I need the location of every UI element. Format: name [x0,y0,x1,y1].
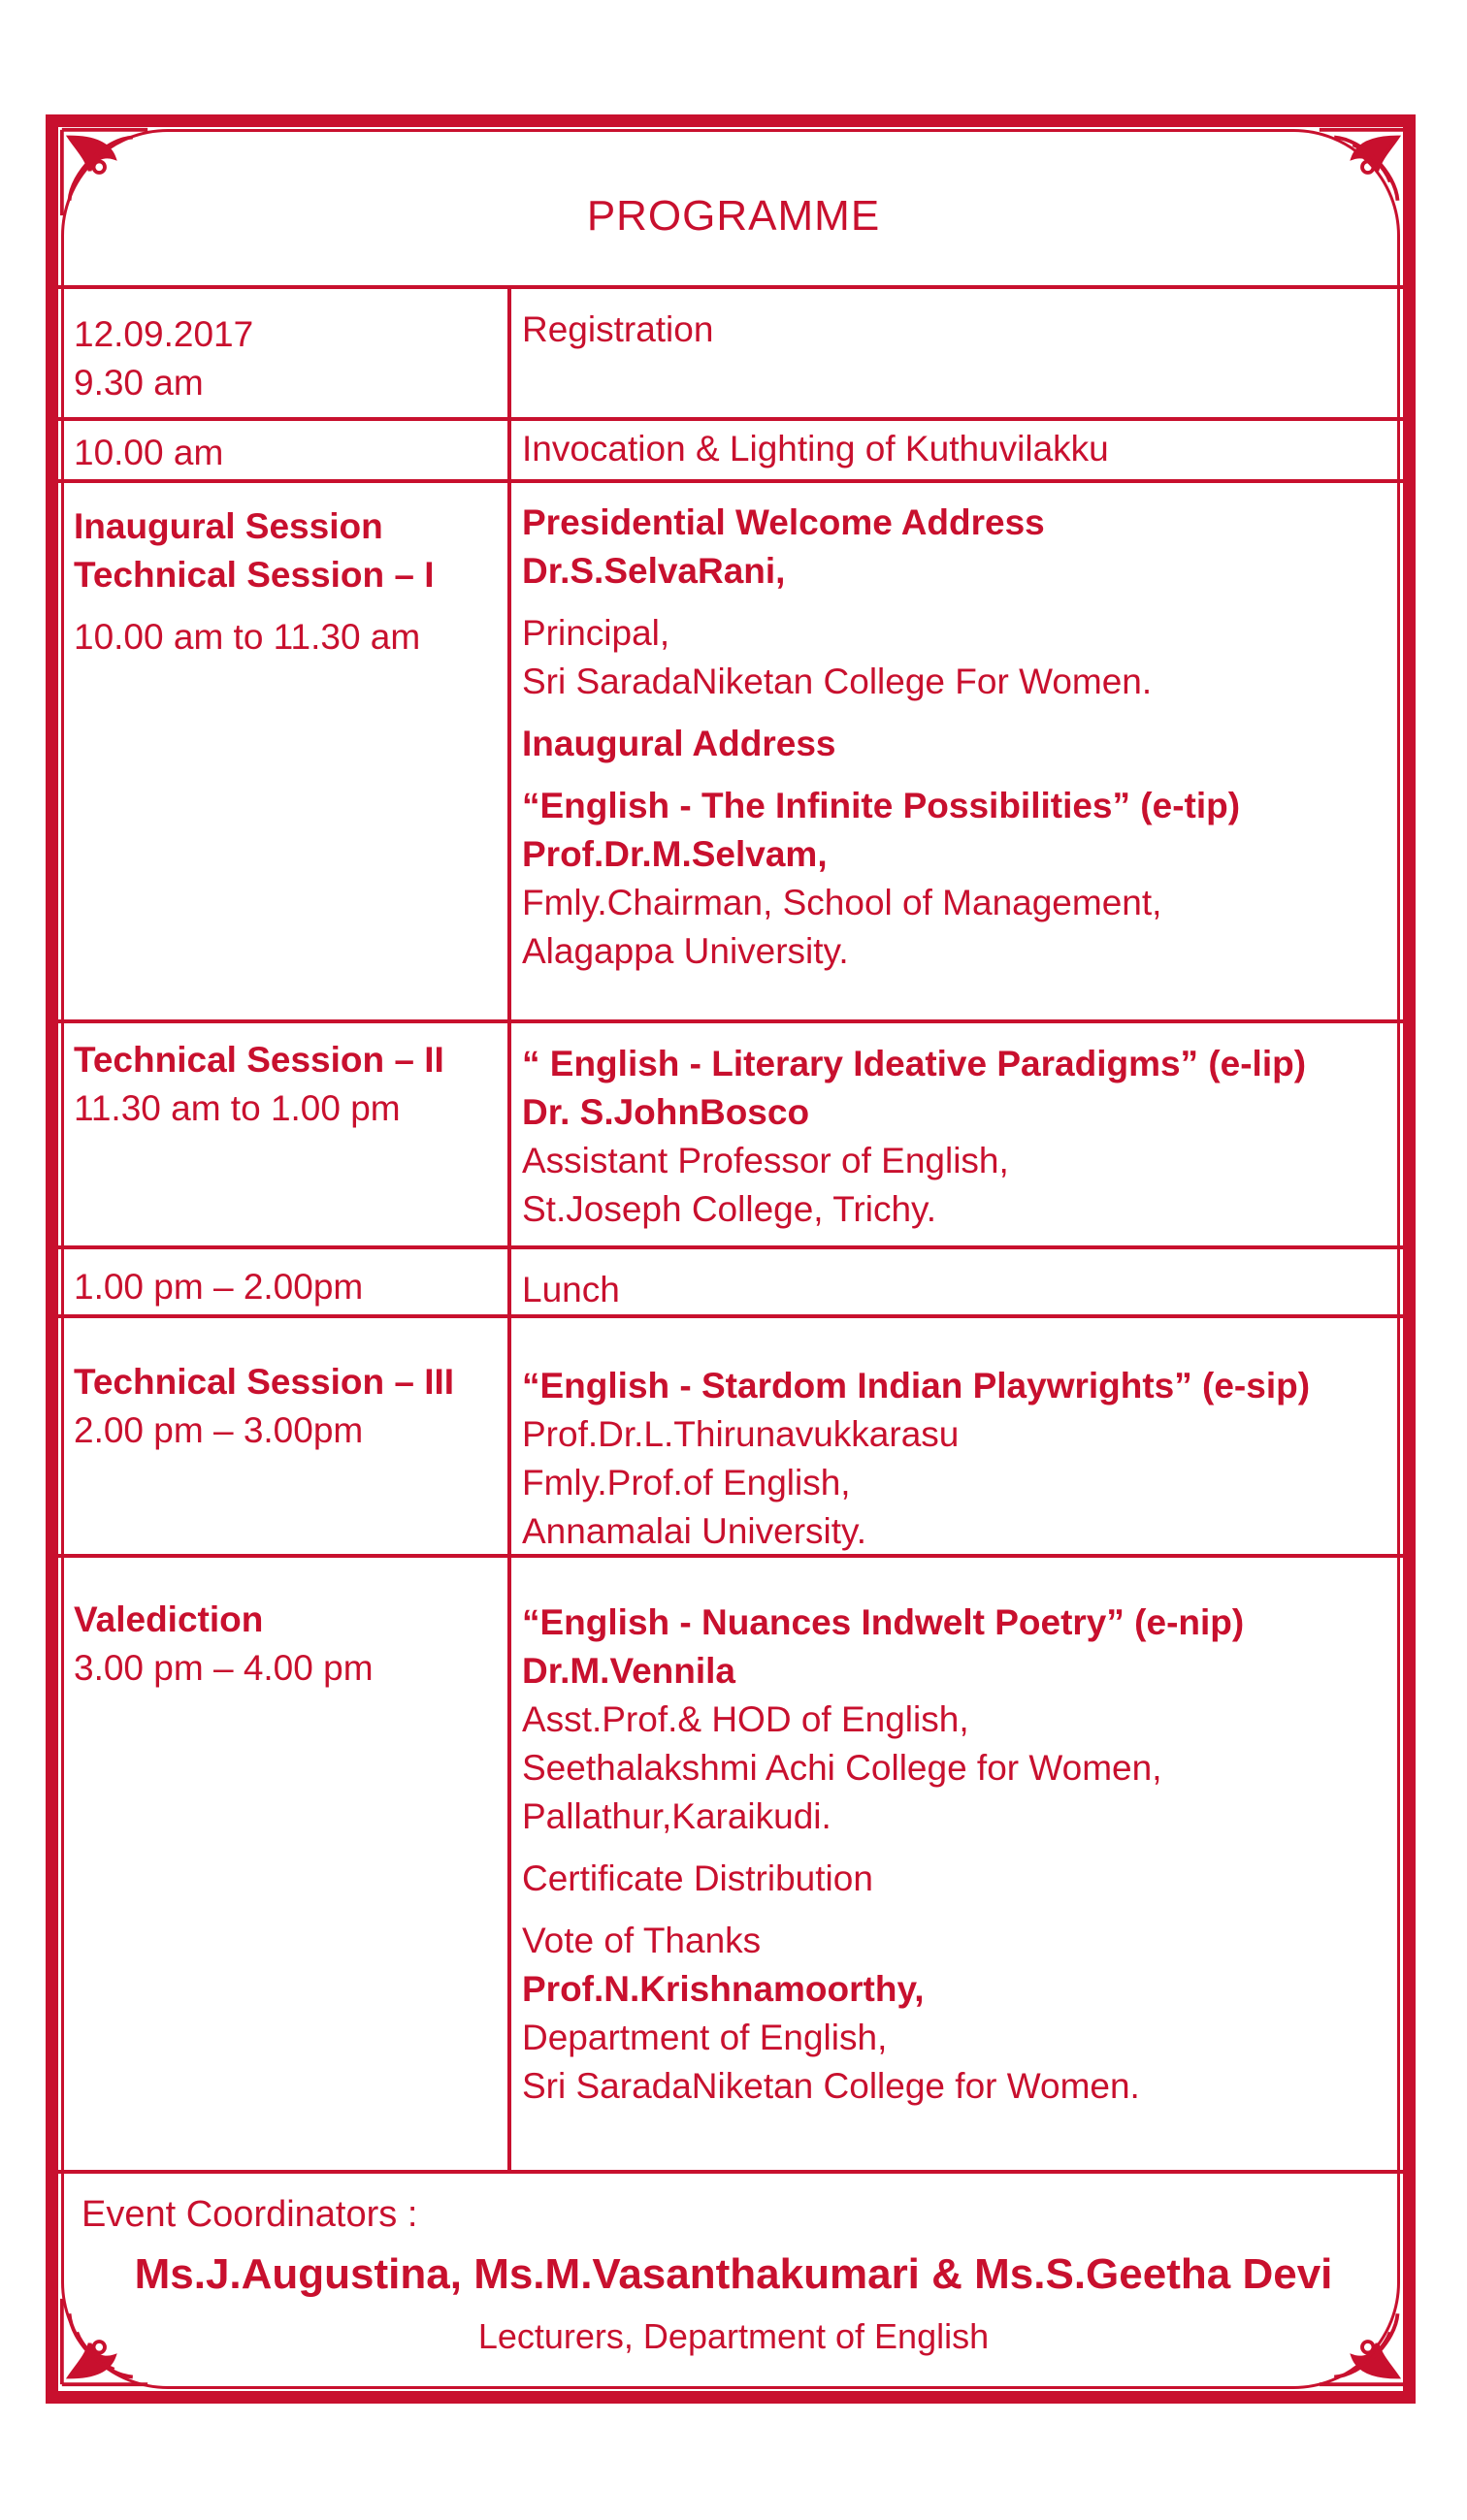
row-2-time [74,429,501,477]
cell-line: Prof.N.Krishnamoorthy, [522,1969,925,2009]
event-coordinators-names: Ms.J.Augustina, Ms.M.Vasanthakumari & Ms.S.Geetha Devi [134,2250,1333,2298]
cell-line: “English - Nuances Indwelt Poetry” (e-nip) [522,1602,1245,1642]
table-divider [58,1314,1409,1318]
row-5-time [74,1263,501,1311]
cell-line: 1.00 pm – 2.00pm [74,1267,364,1307]
cell-line: Technical Session – III [74,1362,455,1402]
cell-line: “English - The Infinite Possibilities” (e-tip) [522,786,1241,825]
cell-line: Department of English, [522,2018,888,2057]
cell-line: “English - Stardom Indian Playwrights” (e-sip) [522,1366,1311,1405]
row-6-time [74,1358,501,1455]
page-title: PROGRAMME [586,192,881,240]
cell-line: 10.00 am to 11.30 am [74,617,421,657]
cell-line: Prof.Dr.M.Selvam, [522,834,828,874]
table-divider [58,1245,1409,1249]
cell-line: Annamalai University. [522,1511,867,1551]
cell-line: Pallathur,Karaikudi. [522,1796,831,1836]
cell-line: Technical Session – II [74,1040,444,1080]
row-7-event [522,1599,1400,2111]
cell-line: Prof.Dr.L.Thirunavukkarasu [522,1414,960,1454]
cell-line: 12.09.2017 [74,314,254,354]
cell-line: 9.30 am [74,363,204,403]
cell-line: “ English - Literary Ideative Paradigms” (e-lip) [522,1044,1307,1083]
row-4-time [74,1036,501,1133]
cell-line: 3.00 pm – 4.00 pm [74,1648,374,1688]
table-divider [58,285,1409,289]
cell-line: 2.00 pm – 3.00pm [74,1410,364,1450]
table-divider [58,1019,1409,1023]
row-3-event [522,499,1400,976]
cell-line: Invocation & Lighting of Kuthuvilakku [522,429,1109,468]
cell-line: Inaugural Session [74,506,383,546]
cell-line: Fmly.Chairman, School of Management, [522,883,1162,922]
cell-line: Alagappa University. [522,931,849,971]
table-divider [58,479,1409,483]
cell-line: Fmly.Prof.of English, [522,1463,851,1502]
cell-line: Inaugural Address [522,724,836,763]
row-6-event [522,1362,1400,1556]
cell-line: Dr.S.SelvaRani, [522,551,786,591]
event-coordinators-label: Event Coordinators : [82,2194,418,2235]
row-1-time [74,310,501,407]
cell-line: Certificate Distribution [522,1858,873,1898]
row-3-time [74,502,501,662]
row-7-time [74,1596,501,1693]
cell-line: Valediction [74,1599,264,1639]
cell-line: Sri SaradaNiketan College For Women. [522,662,1153,701]
row-2-event [522,425,1400,473]
cell-line: Principal, [522,613,670,653]
cell-line: Lunch [522,1270,620,1309]
cell-line: Registration [522,309,714,349]
cell-line: Dr. S.JohnBosco [522,1092,810,1132]
cell-line: St.Joseph College, Trichy. [522,1189,937,1229]
cell-line: Assistant Professor of English, [522,1141,1009,1180]
cell-line: Presidential Welcome Address [522,502,1045,542]
cell-line: Vote of Thanks [522,1921,762,1960]
table-divider [58,417,1409,421]
cell-line: Sri SaradaNiketan College for Women. [522,2066,1140,2106]
column-divider [507,287,511,2172]
cell-line: Seethalakshmi Achi College for Women, [522,1748,1162,1788]
row-1-event [522,306,1400,354]
cell-line: Asst.Prof.& HOD of English, [522,1699,969,1739]
row-5-event [522,1266,1400,1314]
cell-line: 11.30 am to 1.00 pm [74,1088,401,1128]
cell-line: 10.00 am [74,433,224,472]
event-coordinators-department: Lecturers, Department of English [477,2316,990,2356]
table-divider [58,2170,1409,2174]
row-4-event [522,1040,1400,1234]
cell-line: Dr.M.Vennila [522,1651,736,1691]
cell-line: Technical Session – I [74,555,435,595]
